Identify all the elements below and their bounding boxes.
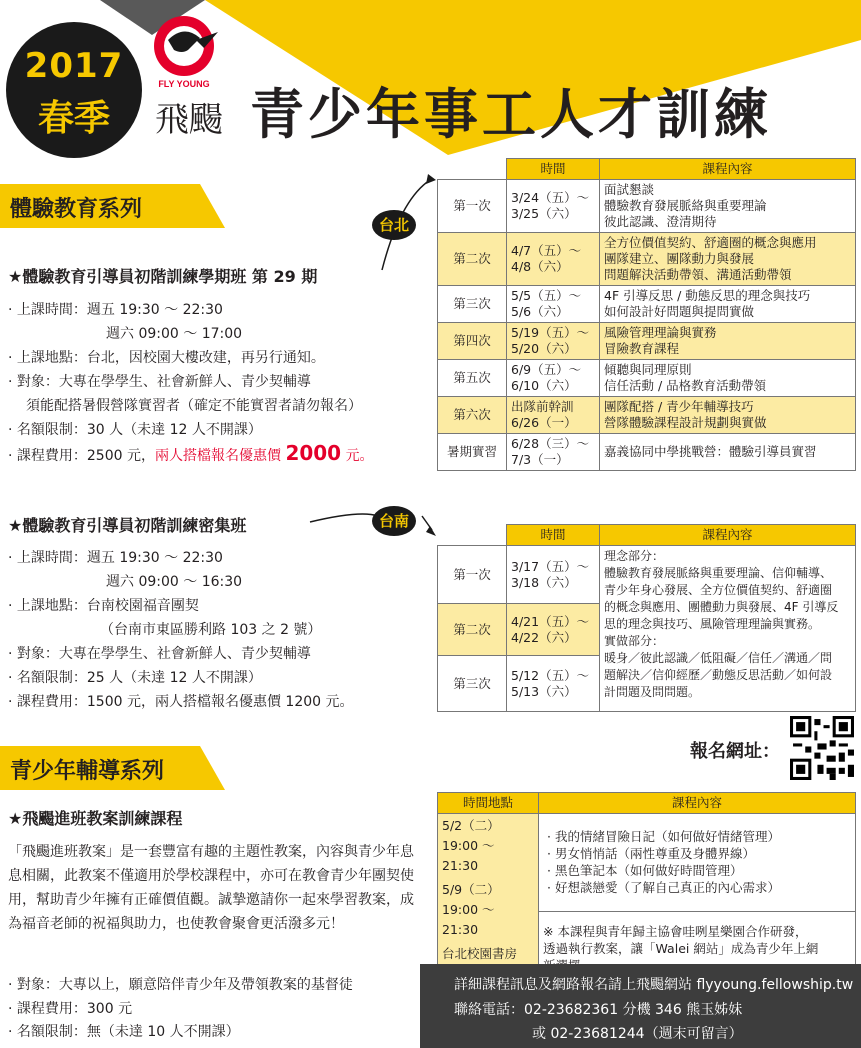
row-label: 第一次 (438, 180, 507, 233)
section-header-youth (0, 746, 240, 790)
content-line: 暖身／彼此認識／低阻礙／信任／溝通／問 (604, 651, 833, 665)
time-line: 出隊前幹訓 (511, 399, 574, 414)
location-tag-tainan: 台南 (372, 506, 416, 536)
content-line: 風險管理理論與實務 (604, 325, 717, 340)
header-time-place: 時間地點 (438, 793, 539, 814)
time-line: 7/3（一） (511, 452, 569, 467)
flyyoung-logo (148, 10, 220, 90)
content-line: 題解決／信仰經歷／動態反思活動／如何設 (604, 668, 833, 682)
time-line: 5/6（六） (511, 304, 569, 319)
time-line: 台北校園書房 (442, 946, 518, 961)
row-label: 第一次 (438, 546, 507, 604)
time-line: 3/17（五）～ (511, 558, 590, 574)
table-corner (438, 159, 507, 180)
course-title: ★飛颺進班教案訓練課程 (8, 809, 183, 828)
row-content (600, 233, 856, 286)
footer-website: 詳細課程訊息及網路報名請上飛颺網站 flyyoung.fellowship.tw (454, 977, 854, 993)
time-line: 5/12（五）～ (511, 667, 590, 683)
content-line: · 黑色筆記本（如何做好時間管理） (547, 863, 743, 879)
content-line: 團隊建立、團隊動力與發展 (604, 251, 755, 266)
row-label: 第五次 (438, 360, 507, 397)
course-line: · 名額限制：30 人（未達 12 人不開課） (8, 422, 262, 438)
schedule-table-class (437, 792, 856, 987)
time-line: 19:00 ～ 21:30 (442, 838, 495, 873)
fee-prefix: · 課程費用：2500 元， (8, 448, 155, 464)
table-header-row (438, 793, 856, 814)
qr-code-icon[interactable] (790, 716, 854, 780)
time-line: 3/25（六） (511, 206, 577, 221)
fee-discount: 兩人搭檔報名優惠價 (154, 448, 281, 464)
header-time: 時間 (507, 525, 600, 546)
course-line: 週六 09:00 ～ 17:00 (106, 326, 243, 342)
time-line: 3/18（六） (511, 574, 577, 590)
course-line: · 名額限制：無（未達 10 人不開課） (8, 1024, 240, 1040)
content-line: 實做部分： (604, 634, 665, 648)
course-line: · 上課時間：週五 19:30 ～ 22:30 (8, 550, 223, 566)
row-label: 第三次 (438, 656, 507, 712)
course-line: （台南市東區勝利路 103 之 2 號） (100, 622, 322, 638)
content-line: 信任活動 / 品格教育活動帶領 (604, 378, 767, 393)
schedule-table-tainan (437, 524, 856, 712)
time-line: 3/24（五）～ (511, 190, 590, 205)
course-line: · 對象：大專在學學生、社會新鮮人、青少契輔導 (8, 646, 311, 662)
course-description: 「飛颺進班教案」是一套豐富有趣的主題性教案，內容與青少年息息相關，此教案不僅適用於學校課程中，亦可在教會青少年團契使用，幫助青少年擁有正確價值觀。誠摯邀請你一起來學習教案，成為福音老師的祝福與助力，也使教會聚會更活潑多元！ (8, 844, 414, 932)
course-line: · 課程費用：300 元 (8, 1001, 133, 1017)
content-line: · 我的情緒冒險日記（如何做好情緒管理） (547, 829, 780, 845)
table-row (438, 360, 856, 397)
content-line: · 男女悄悄話（兩性尊重及身體界線） (547, 846, 755, 862)
row-label: 第三次 (438, 286, 507, 323)
table-row (438, 233, 856, 286)
connector-tainan (310, 514, 378, 522)
row-time (507, 286, 600, 323)
row-time-place (438, 814, 539, 987)
content-line: 如何設計好問題與提問實做 (604, 304, 755, 319)
schedule-table-taipei (437, 158, 856, 471)
content-line: 思的理念與技巧、風險管理理論與實務。 (604, 617, 821, 631)
table-row (438, 286, 856, 323)
course-line: 須能配搭暑假營隊實習者（確定不能實習者請勿報名） (26, 398, 362, 414)
register-label: 報名網址： (690, 741, 780, 762)
course-line: · 課程費用：1500 元，兩人搭檔報名優惠價 1200 元。 (8, 694, 354, 710)
row-content (600, 546, 856, 712)
time-line: 5/20（六） (511, 341, 577, 356)
row-content (600, 286, 856, 323)
header-content: 課程內容 (600, 525, 856, 546)
course-line: · 對象：大專以上，願意陪伴青少年及帶領教案的基督徒 (8, 977, 353, 993)
content-line: 的概念與應用、團體動力與發展、4F 引導反 (604, 600, 839, 614)
content-line: 計問題及問問題。 (604, 685, 701, 699)
course-title: ★體驗教育引導員初階訓練學期班 第 29 期 (8, 267, 318, 286)
content-line: 營隊體驗課程設計規劃與實做 (604, 415, 767, 430)
time-line: 19:00 ～ 21:30 (442, 902, 495, 937)
footer-phone: 聯絡電話：02-23682361 分機 346 熊玉姊妹 (454, 1002, 743, 1018)
header-content: 課程內容 (539, 793, 856, 814)
header-content: 課程內容 (600, 159, 856, 180)
content-line: 冒險教育課程 (604, 341, 680, 356)
content-line: · 好想談戀愛（了解自己真正的內心需求） (547, 880, 780, 896)
row-time (507, 180, 600, 233)
row-time (507, 604, 600, 656)
content-line: 體驗教育發展脈絡與重要理論 (604, 198, 767, 213)
course-title: ★體驗教育引導員初階訓練密集班 (8, 516, 247, 535)
section-title: 體驗教育系列 (10, 197, 143, 222)
table-corner (438, 525, 507, 546)
row-label: 第二次 (438, 604, 507, 656)
footer-contact (420, 964, 861, 1048)
time-line: 5/2（二） (442, 818, 500, 833)
badge-season: 春季 (37, 98, 110, 139)
course-line: · 上課地點：台南校園福音團契 (8, 598, 199, 614)
content-line: 彼此認識、澄清期待 (604, 214, 717, 229)
badge-year: 2017 (24, 46, 124, 86)
row-content (600, 180, 856, 233)
time-line: 4/7（五）～ (511, 243, 582, 258)
course-line: · 上課地點：台北，因校園大樓改建，再另行通知。 (8, 350, 325, 366)
connector-lines (300, 160, 440, 540)
table-header-row (438, 525, 856, 546)
content-line: 傾聽與同理原則 (604, 362, 692, 377)
time-line: 4/8（六） (511, 259, 569, 274)
header-time: 時間 (507, 159, 600, 180)
content-line: 嘉義協同中學挑戰營：體驗引導員實習 (604, 444, 817, 459)
brand-name: 飛颺 (155, 100, 223, 140)
table-header-row (438, 159, 856, 180)
time-line: 5/13（六） (511, 683, 577, 699)
time-line: 5/9（二） (442, 882, 500, 897)
content-line: 問題解決活動帶領、溝通活動帶領 (604, 267, 792, 282)
time-line: 5/19（五）～ (511, 325, 590, 340)
row-label: 暑期實習 (438, 434, 507, 471)
table-row (438, 397, 856, 434)
row-label: 第四次 (438, 323, 507, 360)
logo-text: FLY YOUNG (158, 79, 210, 89)
time-line: 4/21（五）～ (511, 613, 590, 629)
note-line: 透過執行教案，讓「Walei 網站」成為青少年上網 (543, 941, 819, 957)
time-line: 6/9（五）～ (511, 362, 582, 377)
content-line: 理念部分： (604, 549, 665, 563)
footer-phone-alt: 或 02-23681244（週末可留言） (532, 1026, 743, 1042)
course-line: 週六 09:00 ～ 16:30 (106, 574, 243, 590)
row-content (600, 360, 856, 397)
section-header-experiential (0, 184, 240, 228)
note-line: ※ 本課程與青年歸主協會哇咧星樂園合作研發， (543, 924, 808, 940)
time-line: 5/5（五）～ (511, 288, 582, 303)
time-line: 4/22（六） (511, 629, 577, 645)
content-line: 面試懇談 (604, 182, 655, 197)
fee-price: 2000 (285, 441, 342, 465)
time-line: 6/10（六） (511, 378, 577, 393)
row-time (507, 656, 600, 712)
arrow-icon (426, 174, 436, 184)
course-line: · 對象：大專在學學生、社會新鮮人、青少契輔導 (8, 374, 311, 390)
table-row (438, 814, 856, 912)
row-content (600, 397, 856, 434)
row-label: 第二次 (438, 233, 507, 286)
row-time (507, 397, 600, 434)
table-row (438, 434, 856, 471)
row-time (507, 233, 600, 286)
row-content (539, 814, 856, 912)
location-tag-taipei: 台北 (372, 210, 416, 240)
row-time (507, 434, 600, 471)
season-badge (6, 22, 142, 158)
page-title: 青少年事工人才訓練 (250, 83, 772, 146)
table-row (438, 180, 856, 233)
table-row (438, 546, 856, 604)
course-line: · 名額限制：25 人（未達 12 人不開課） (8, 670, 262, 686)
course-line: · 上課時間：週五 19:30 ～ 22:30 (8, 302, 223, 318)
fee-suffix: 元。 (345, 448, 374, 464)
content-line: 團隊配搭 / 青少年輔導技巧 (604, 399, 754, 414)
section-title: 青少年輔導系列 (10, 759, 165, 784)
content-line: 青少年身心發展、全方位價值契約、舒適圈 (604, 583, 833, 597)
row-content (600, 434, 856, 471)
row-content (600, 323, 856, 360)
row-time (507, 546, 600, 604)
row-time (507, 360, 600, 397)
content-line: 體驗教育發展脈絡與重要理論、信仰輔導、 (604, 566, 833, 580)
row-label: 第六次 (438, 397, 507, 434)
content-line: 全方位價值契約、舒適圈的概念與應用 (604, 235, 817, 250)
table-row (438, 323, 856, 360)
time-line: 6/28（三）～ (511, 436, 590, 451)
row-time (507, 323, 600, 360)
content-line: 4F 引導反思 / 動態反思的理念與技巧 (604, 288, 811, 303)
time-line: 6/26（一） (511, 415, 577, 430)
